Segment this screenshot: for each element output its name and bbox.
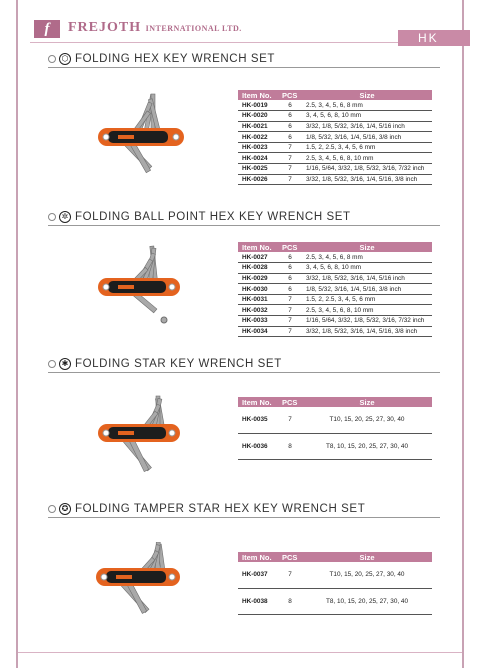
table-row: HK-0020 6 3, 4, 5, 6, 8, 10 mm [238, 111, 432, 122]
section-title-tamper-star: ✪ FOLDING TAMPER STAR HEX KEY WRENCH SET [48, 500, 365, 518]
table-row: HK-0035 7 T10, 15, 20, 25, 27, 30, 40 [238, 407, 432, 433]
col-size: Size [302, 90, 432, 100]
table-header [238, 242, 432, 252]
col-pcs: PCS [278, 397, 302, 407]
brand-name: FREJOTH [68, 20, 142, 35]
star-key-set-image [94, 394, 190, 484]
table-row: HK-0019 6 2.5, 3, 4, 5, 6, 8 mm [238, 100, 432, 111]
col-pcs: PCS [278, 90, 302, 100]
col-size: Size [302, 397, 432, 407]
table-header [238, 90, 432, 100]
section-title-star: ✱ FOLDING STAR KEY WRENCH SET [48, 355, 282, 373]
hex-circle-icon: ⬡ [59, 53, 71, 65]
col-item-no: Item No. [238, 242, 278, 252]
col-size: Size [302, 552, 432, 562]
company-name [68, 20, 242, 36]
company-logo: f [34, 20, 60, 38]
page-border-right [462, 0, 464, 668]
table-row: HK-0037 7 T10, 15, 20, 25, 27, 30, 40 [238, 562, 432, 588]
section-tab: HK [398, 30, 470, 46]
table-header [238, 397, 432, 407]
table-row: HK-0038 8 T8, 10, 15, 20, 25, 27, 30, 40 [238, 588, 432, 614]
col-pcs: PCS [278, 552, 302, 562]
section-divider [48, 372, 440, 373]
ball-hex-icon: ✲ [59, 211, 71, 223]
bullet-icon [48, 505, 56, 513]
table-row: HK-0022 6 1/8, 5/32, 3/16, 1/4, 5/16, 3/8 inch [238, 132, 432, 143]
section-divider [48, 225, 440, 226]
table-row: HK-0023 7 1.5, 2, 2.5, 3, 4, 5, 6 mm [238, 142, 432, 153]
tamper-star-icon: ✪ [59, 503, 71, 515]
table-row: HK-0021 6 3/32, 1/8, 5/32, 3/16, 1/4, 5/16 inch [238, 121, 432, 132]
table-row: HK-0028 6 3, 4, 5, 6, 8, 10 mm [238, 263, 432, 274]
table-row: HK-0027 6 2.5, 3, 4, 5, 6, 8 mm [238, 252, 432, 263]
spec-table-hex [238, 90, 432, 185]
bullet-icon [48, 213, 56, 221]
table-row: HK-0031 7 1.5, 2, 2.5, 3, 4, 5, 6 mm [238, 294, 432, 305]
header-divider [30, 42, 410, 43]
star-circle-icon: ✱ [59, 358, 71, 370]
spec-table-tamper-star [238, 552, 432, 615]
table-row: HK-0030 6 1/8, 5/32, 3/16, 1/4, 5/16, 3/8 inch [238, 284, 432, 295]
spec-table-star [238, 397, 432, 460]
table-header [238, 552, 432, 562]
section-divider [48, 517, 440, 518]
col-item-no: Item No. [238, 552, 278, 562]
table-row: HK-0029 6 3/32, 1/8, 5/32, 3/16, 1/4, 5/16 inch [238, 273, 432, 284]
section-title-ball-hex: ✲ FOLDING BALL POINT HEX KEY WRENCH SET [48, 208, 351, 226]
section-divider [48, 67, 440, 68]
col-item-no: Item No. [238, 397, 278, 407]
tamper-star-key-set-image [92, 542, 190, 626]
table-row: HK-0025 7 1/16, 5/64, 3/32, 1/8, 5/32, 3/16, 7/32 inch [238, 164, 432, 175]
col-pcs: PCS [278, 242, 302, 252]
table-row: HK-0024 7 2.5, 3, 4, 5, 6, 8, 10 mm [238, 153, 432, 164]
brand-sub: INTERNATIONAL LTD. [145, 24, 242, 33]
table-row: HK-0034 7 3/32, 1/8, 5/32, 3/16, 1/4, 5/16, 3/8 inch [238, 326, 432, 337]
ball-hex-key-set-image [94, 244, 190, 330]
table-row: HK-0036 8 T8, 10, 15, 20, 25, 27, 30, 40 [238, 433, 432, 459]
hex-key-set-image [94, 92, 190, 184]
section-title-hex: ⬡ FOLDING HEX KEY WRENCH SET [48, 50, 275, 68]
spec-table-ball-hex [238, 242, 432, 337]
bullet-icon [48, 55, 56, 63]
table-row: HK-0033 7 1/16, 5/64, 3/32, 1/8, 5/32, 3/16, 7/32 inch [238, 316, 432, 327]
footer-divider [18, 652, 462, 653]
table-row: HK-0026 7 3/32, 1/8, 5/32, 3/16, 1/4, 5/16, 3/8 inch [238, 174, 432, 185]
col-item-no: Item No. [238, 90, 278, 100]
bullet-icon [48, 360, 56, 368]
col-size: Size [302, 242, 432, 252]
page-border-left [16, 0, 18, 668]
table-row: HK-0032 7 2.5, 3, 4, 5, 6, 8, 10 mm [238, 305, 432, 316]
